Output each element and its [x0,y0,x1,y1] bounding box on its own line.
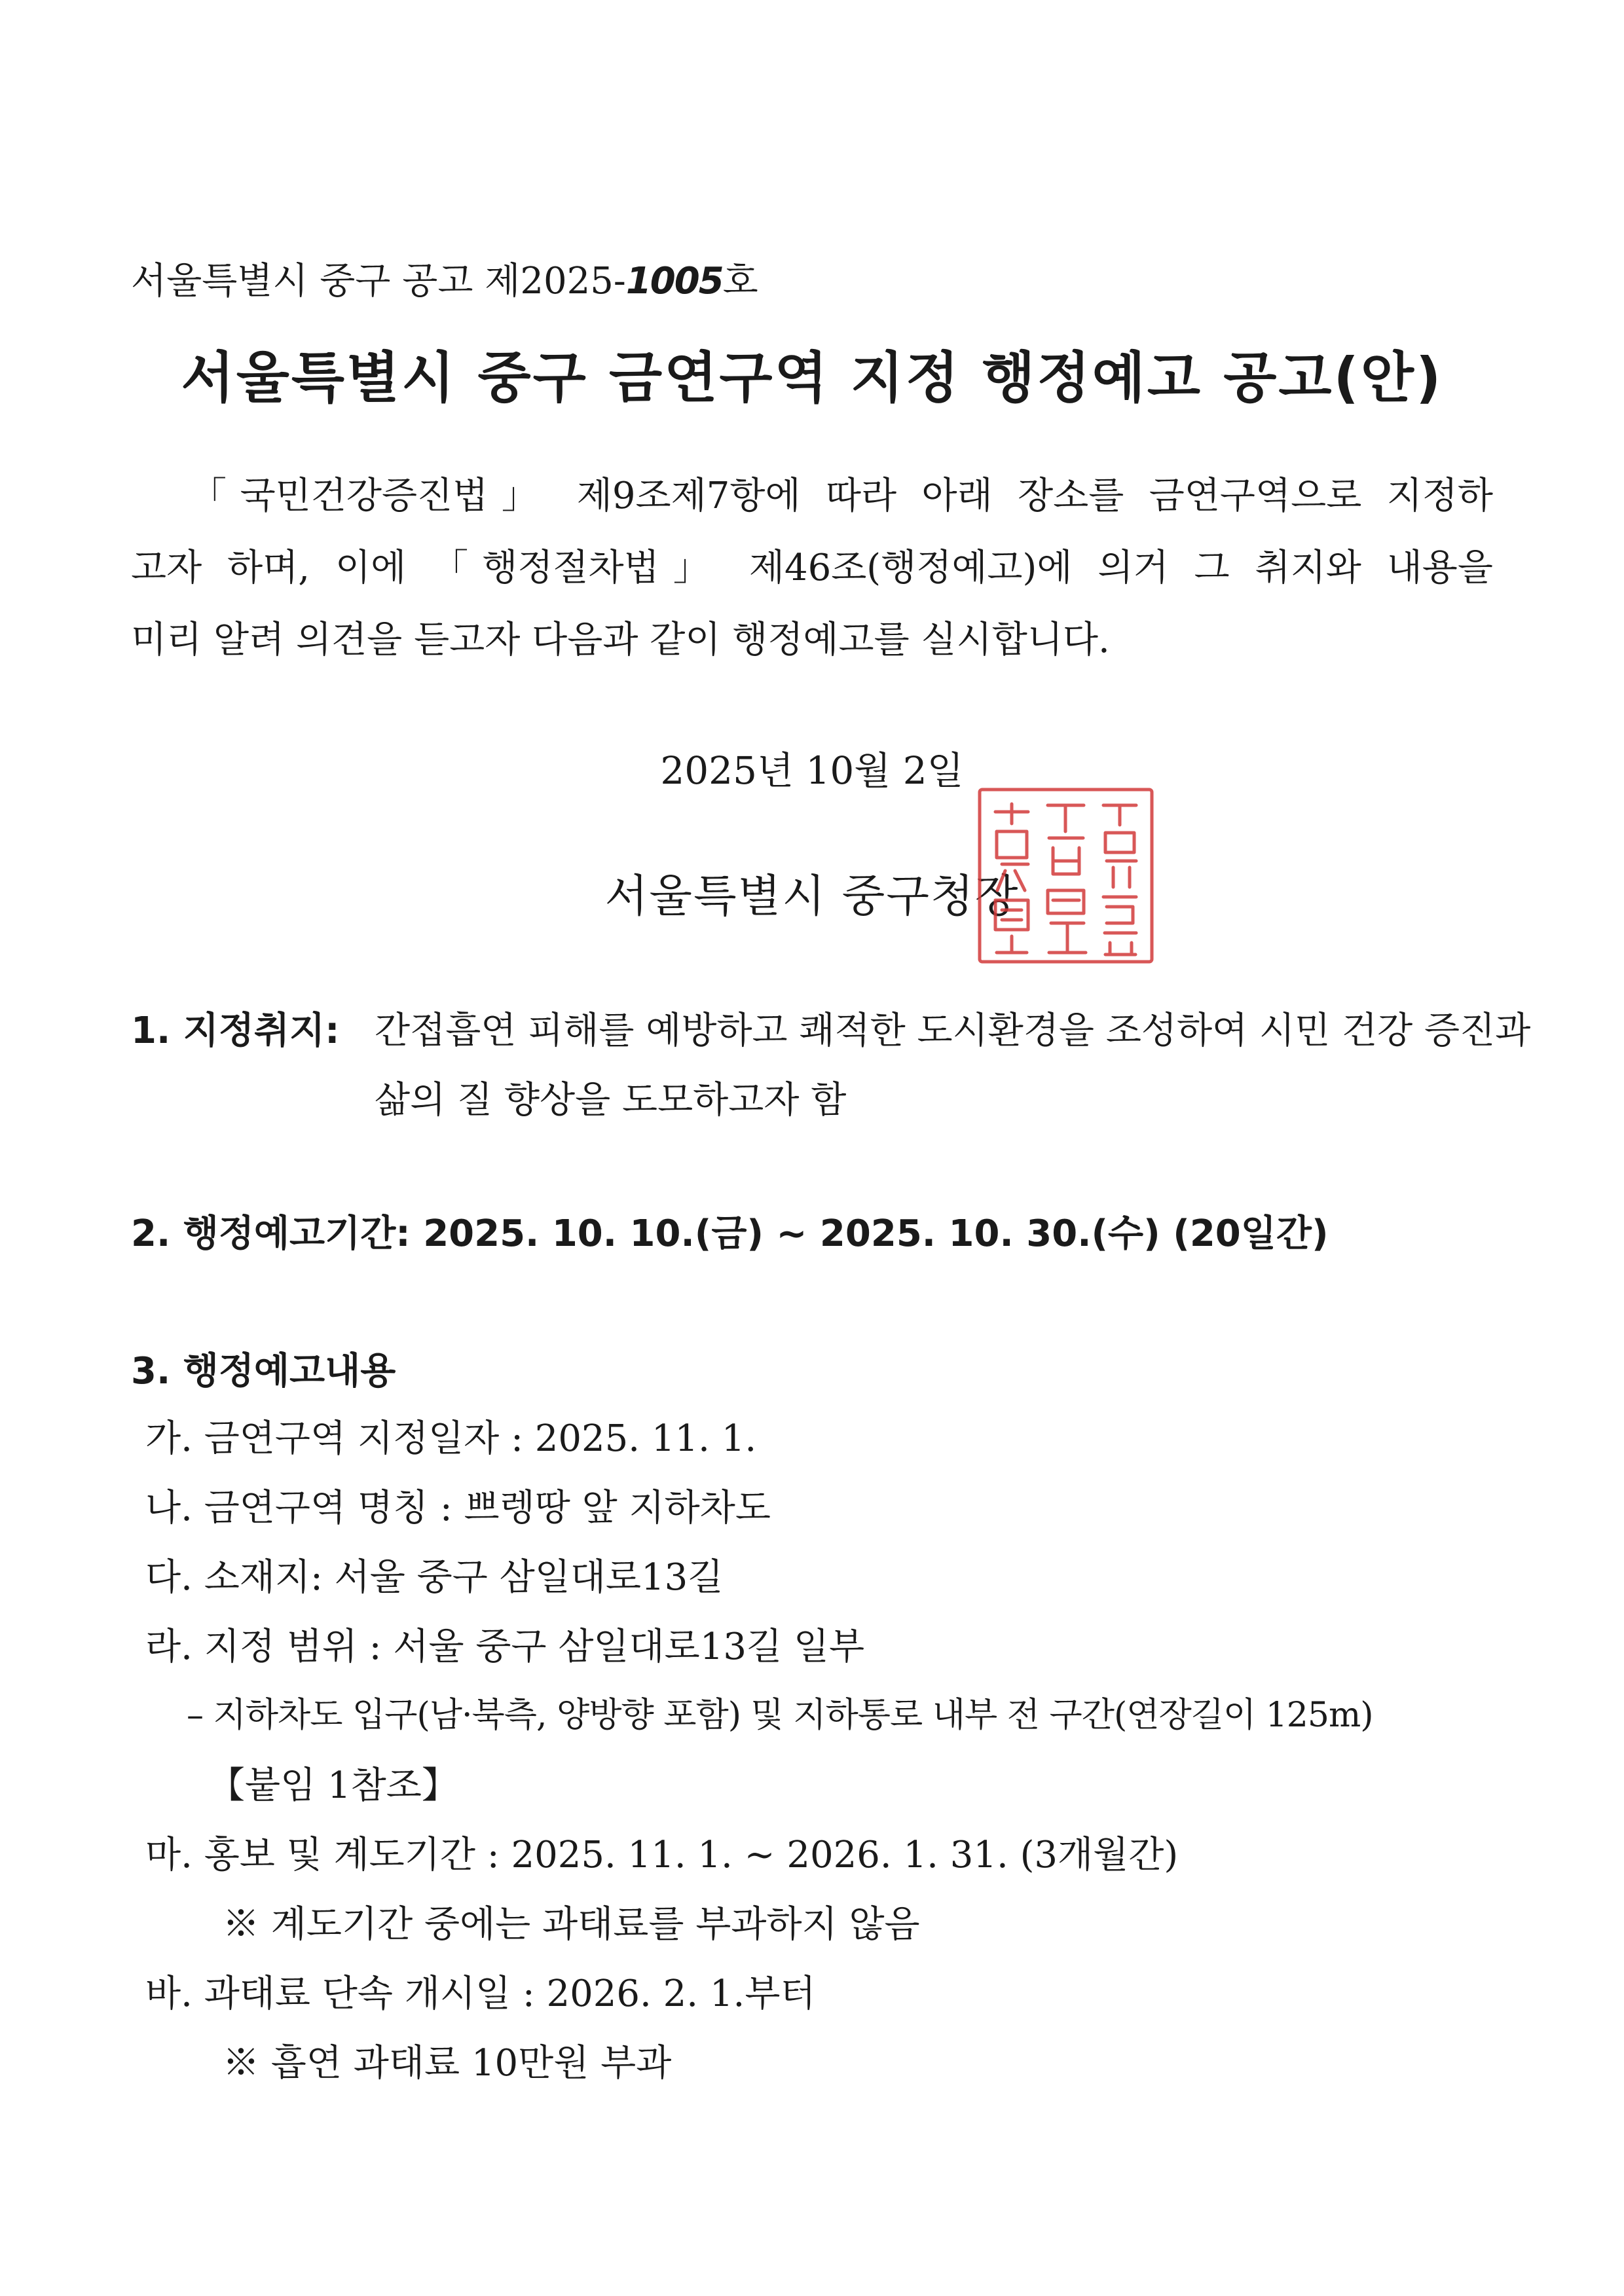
section-1-line-2: 삶의 질 향상을 도모하고자 함 [375,1079,847,1121]
section-2: 2. 행정예고기간: 2025. 10. 10.(금) ~ 2025. 10. 30.(수) (20일간) [131,1212,1329,1255]
official-seal-icon [976,786,1156,966]
item-ra-reference: 【붙임 1참조】 [208,1764,458,1807]
section-1-line-1: 간접흡연 피해를 예방하고 쾌적한 도시환경을 조성하여 시민 건강 증진과 [375,1010,1531,1052]
item-ba: 바. 과태료 단속 개시일 : 2026. 2. 1.부터 [145,1973,816,2015]
item-ra: 라. 지정 범위 : 서울 중구 삼일대로13길 일부 [145,1626,865,1668]
section-3-heading: 3. 행정예고내용 [131,1350,396,1393]
notice-number-handwritten: 1005 [625,260,723,302]
item-da: 다. 소재지: 서울 중구 삼일대로13길 [145,1556,724,1599]
item-ba-note: ※ 흡연 과태료 10만원 부과 [223,2042,672,2085]
issuer-name: 서울특별시 중구청장 [604,871,1020,922]
notice-suffix: 호 [722,260,758,302]
item-ga: 가. 금연구역 지정일자 : 2025. 11. 1. [145,1417,757,1460]
section-1-label: 1. 지정취지: [131,1010,340,1052]
notice-prefix: 서울특별시 중구 공고 제2025- [131,260,626,302]
item-ra-sub: – 지하차도 입구(남·북측, 양방향 포함) 및 지하통로 내부 전 구간(연장길이 125m) [187,1696,1373,1735]
item-ma-note: ※ 계도기간 중에는 과태료를 부과하지 않음 [223,1903,920,1946]
item-na: 나. 금연구역 명칭 : 쁘렝땅 앞 지하차도 [145,1487,771,1529]
item-ma: 마. 홍보 및 계도기간 : 2025. 11. 1. ~ 2026. 1. 31. (3개월간) [145,1834,1179,1876]
intro-line-3: 미리 알려 의견을 듣고자 다음과 같이 행정예고를 실시합니다. [131,619,1110,661]
intro-line-2: 고자 하며, 이에 「행정절차법」 제46조(행정예고)에 의거 그 취지와 내용을 [131,547,1493,589]
intro-line-1: 「국민건강증진법」 제9조제7항에 따라 아래 장소를 금연구역으로 지정하 [190,475,1493,517]
notice-date: 2025년 10월 2일 [660,748,964,793]
document-title: 서울특별시 중구 금연구역 지정 행정예고 공고(안) [181,346,1443,410]
section-1 [131,1002,340,1054]
intro-paragraph [131,460,1493,676]
notice-number-line [131,252,758,304]
